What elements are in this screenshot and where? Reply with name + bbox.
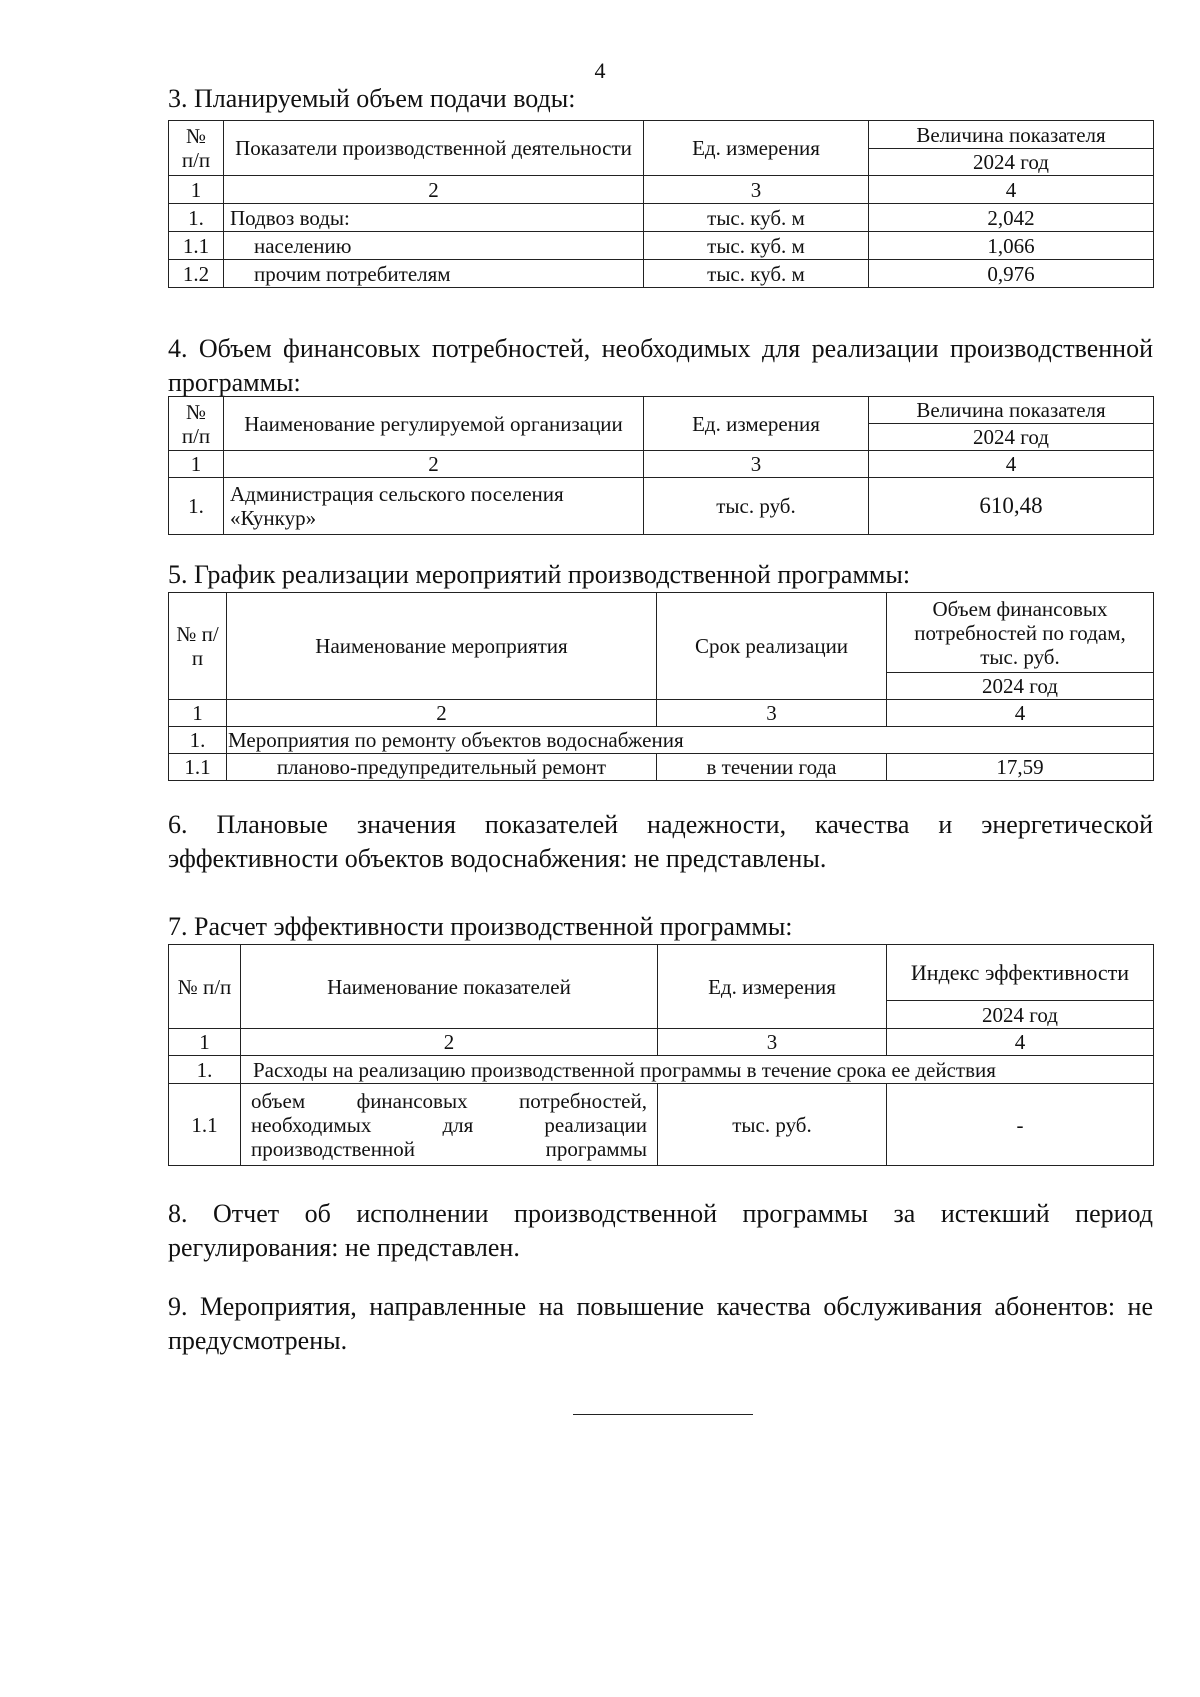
header-year: 2024 год (869, 424, 1154, 451)
header-num: № п/п (169, 121, 224, 176)
row-value: 2,042 (869, 204, 1154, 232)
header-finance: Объем финансовых потребностей по годам, тыс. руб. (887, 593, 1154, 673)
row-unit: тыс. куб. м (644, 204, 869, 232)
row-name: прочим потребителям (224, 260, 644, 288)
header-num: № п/п (169, 945, 241, 1029)
row-name: Подвоз воды: (224, 204, 644, 232)
row-value: 17,59 (887, 754, 1154, 781)
row-value: - (887, 1084, 1154, 1166)
schedule-table (168, 592, 1154, 781)
row-term: в течении года (657, 754, 887, 781)
table-row (169, 232, 1154, 260)
header-num: № п/п (169, 593, 227, 700)
header-num: № п/п (169, 397, 224, 451)
header-unit: Ед. измерения (644, 397, 869, 451)
col-number: 4 (869, 176, 1154, 204)
section-6-text: 6. Плановые значения показателей надежности, качества и энергетической эффективности объектов водоснабжения: не представлены. (168, 810, 1153, 873)
col-number: 1 (169, 1029, 241, 1056)
header-year: 2024 год (887, 1001, 1154, 1029)
col-number: 1 (169, 451, 224, 478)
col-number: 1 (169, 700, 227, 727)
col-number: 3 (644, 176, 869, 204)
section-5-title: 5. График реализации мероприятий производственной программы: (168, 560, 911, 589)
col-number: 2 (227, 700, 657, 727)
water-supply-table (168, 120, 1154, 288)
header-unit: Ед. измерения (658, 945, 887, 1029)
table-row (169, 204, 1154, 232)
row-value: 1,066 (869, 232, 1154, 260)
col-number: 3 (644, 451, 869, 478)
section-3-title: 3. Планируемый объем подачи воды: (168, 84, 576, 113)
header-activity: Наименование мероприятия (227, 593, 657, 700)
section-7-title: 7. Расчет эффективности производственной программы: (168, 912, 793, 941)
group-num: 1. (169, 1056, 241, 1084)
row-unit: тыс. руб. (644, 478, 869, 535)
header-year: 2024 год (869, 149, 1154, 176)
row-unit: тыс. руб. (658, 1084, 887, 1166)
col-number: 1 (169, 176, 224, 204)
row-name: объем финансовых потребностей, необходимых для реализации производственной программы (241, 1084, 658, 1166)
header-value: Величина показателя (869, 121, 1154, 149)
header-value: Величина показателя (869, 397, 1154, 424)
row-unit: тыс. куб. м (644, 260, 869, 288)
header-indicator: Наименование показателей (241, 945, 658, 1029)
col-number: 4 (887, 700, 1154, 727)
row-num: 1.2 (169, 260, 224, 288)
row-num: 1.1 (169, 754, 227, 781)
table-group-row (169, 727, 1154, 754)
row-value: 610,48 (869, 478, 1154, 535)
table-group-row (169, 1056, 1154, 1084)
header-org: Наименование регулируемой организации (224, 397, 644, 451)
row-name: населению (224, 232, 644, 260)
group-num: 1. (169, 727, 227, 754)
col-number: 2 (241, 1029, 658, 1056)
finance-table (168, 396, 1154, 535)
row-num: 1. (169, 478, 224, 535)
end-separator-line (573, 1414, 753, 1415)
table-row (169, 1084, 1154, 1166)
table-row (169, 754, 1154, 781)
group-name: Расходы на реализацию производственной программы в течение срока ее действия (241, 1056, 1154, 1084)
col-number: 3 (657, 700, 887, 727)
table-row (169, 260, 1154, 288)
page-number: 4 (594, 58, 606, 83)
efficiency-table (168, 944, 1154, 1166)
row-unit: тыс. куб. м (644, 232, 869, 260)
col-number: 4 (869, 451, 1154, 478)
col-number: 4 (887, 1029, 1154, 1056)
row-num: 1.1 (169, 232, 224, 260)
header-index: Индекс эффективности (887, 945, 1154, 1001)
header-unit: Ед. измерения (644, 121, 869, 176)
row-value: 0,976 (869, 260, 1154, 288)
col-number: 2 (224, 176, 644, 204)
section-4-title: 4. Объем финансовых потребностей, необходимых для реализации производственной программы: (168, 334, 1153, 397)
col-number: 2 (224, 451, 644, 478)
row-name: планово-предупредительный ремонт (227, 754, 657, 781)
section-8-text: 8. Отчет об исполнении производственной программы за истекший период регулирования: не представлен. (168, 1199, 1153, 1262)
row-name: Администрация сельского поселения «Кункур» (224, 478, 644, 535)
group-name: Мероприятия по ремонту объектов водоснабжения (227, 727, 1154, 754)
header-year: 2024 год (887, 673, 1154, 700)
section-9-text: 9. Мероприятия, направленные на повышение качества обслуживания абонентов: не предусмотрены. (168, 1292, 1153, 1355)
header-term: Срок реализации (657, 593, 887, 700)
col-number: 3 (658, 1029, 887, 1056)
table-row (169, 478, 1154, 535)
header-indicator: Показатели производственной деятельности (224, 121, 644, 176)
row-num: 1. (169, 204, 224, 232)
row-num: 1.1 (169, 1084, 241, 1166)
